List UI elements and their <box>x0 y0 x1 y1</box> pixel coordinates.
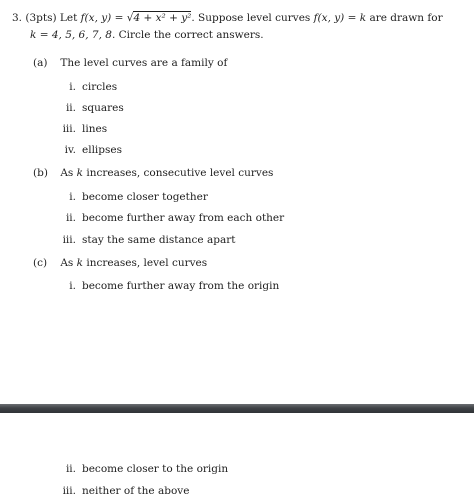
option-text: stay the same distance apart <box>82 234 236 246</box>
option-number: ii. <box>65 102 76 114</box>
option-text: neither of the above <box>82 485 190 497</box>
option-text: squares <box>82 102 124 114</box>
part-c-option-3[interactable] <box>58 484 189 498</box>
part-c-variable: k <box>76 257 84 269</box>
part-a-option-4[interactable] <box>58 143 122 157</box>
option-number: iii. <box>62 234 76 246</box>
option-text: become closer to the origin <box>82 463 229 475</box>
option-number: iii. <box>62 123 76 135</box>
sqrt-body: 4 + x² + y² <box>133 12 192 24</box>
option-text: circles <box>82 81 118 93</box>
part-b-option-1[interactable] <box>58 190 208 204</box>
question-lead: Let <box>59 12 78 24</box>
part-c-option-1[interactable] <box>58 279 279 293</box>
level-equation: f(x, y) = k <box>313 12 367 24</box>
option-number: ii. <box>65 212 76 224</box>
part-c-prompt <box>33 256 207 270</box>
part-b-label: (b) <box>33 167 48 179</box>
part-a-text: The level curves are a family of <box>60 57 228 69</box>
question-number: 3. <box>12 12 23 24</box>
part-c-option-2[interactable] <box>58 462 228 476</box>
option-number: ii. <box>65 463 76 475</box>
option-text: become further away from each other <box>82 212 285 224</box>
question-statement: . Suppose level curves <box>191 12 311 24</box>
part-a-option-1[interactable] <box>58 80 117 94</box>
option-number: i. <box>69 81 76 93</box>
part-c-text-post: increases, level curves <box>86 257 208 269</box>
option-text: ellipses <box>82 144 123 156</box>
sqrt-sign: √ <box>126 12 134 24</box>
part-b-text-pre: As <box>60 167 74 179</box>
option-number: i. <box>69 280 76 292</box>
question-points: (3pts) <box>25 12 57 24</box>
part-b-text-post: increases, consecutive level curves <box>86 167 274 179</box>
function-definition: f(x, y) = <box>80 12 124 24</box>
page-break-divider <box>0 404 474 413</box>
part-a-option-2[interactable] <box>58 101 124 115</box>
question-line-1 <box>12 11 443 25</box>
part-b-option-3[interactable] <box>58 233 235 247</box>
question-instruction: Circle the correct answers. <box>118 29 264 41</box>
option-text: lines <box>82 123 108 135</box>
option-number: i. <box>69 191 76 203</box>
part-b-option-2[interactable] <box>58 211 284 225</box>
question-statement-tail: are drawn for <box>369 12 443 24</box>
option-number: iii. <box>62 485 76 497</box>
part-c-label: (c) <box>33 257 48 269</box>
part-a-prompt <box>33 56 227 70</box>
part-a-option-3[interactable] <box>58 122 107 136</box>
part-b-variable: k <box>76 167 84 179</box>
option-number: iv. <box>64 144 76 156</box>
part-c-text-pre: As <box>60 257 74 269</box>
part-b-prompt <box>33 166 273 180</box>
part-a-label: (a) <box>33 57 48 69</box>
option-text: become further away from the origin <box>82 280 280 292</box>
question-line-2 <box>30 28 264 42</box>
k-values: k = 4, 5, 6, 7, 8. <box>30 29 116 41</box>
option-text: become closer together <box>82 191 208 203</box>
